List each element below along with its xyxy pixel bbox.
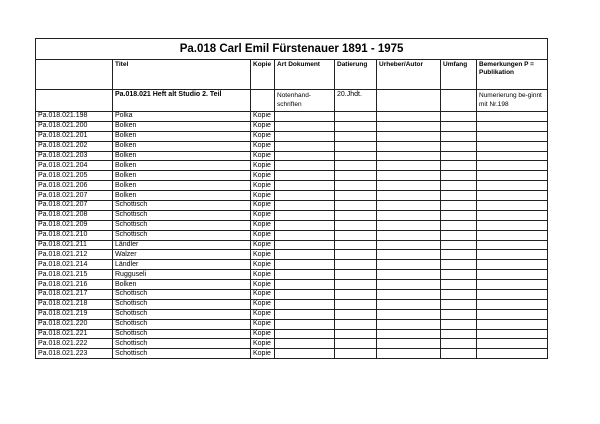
table-row	[36, 171, 548, 181]
row-signatur: Pa.018.021.222	[36, 339, 113, 349]
row-datierung	[335, 319, 377, 329]
row-titel: Bolken	[113, 191, 251, 201]
row-urheber	[377, 319, 441, 329]
table-row	[36, 329, 548, 339]
row-kopie: Kopie	[251, 349, 275, 359]
row-titel: Bolken	[113, 161, 251, 171]
row-art-dokument	[275, 299, 335, 309]
row-umfang	[441, 270, 477, 280]
row-signatur: Pa.018.021.201	[36, 131, 113, 141]
row-bemerkungen	[477, 230, 548, 240]
inventory-table	[35, 38, 548, 359]
row-titel: Schottisch	[113, 299, 251, 309]
row-bemerkungen	[477, 270, 548, 280]
row-kopie: Kopie	[251, 201, 275, 211]
row-urheber	[377, 181, 441, 191]
row-signatur: Pa.018.021.202	[36, 141, 113, 151]
row-kopie: Kopie	[251, 191, 275, 201]
row-datierung	[335, 171, 377, 181]
table-row	[36, 151, 548, 161]
row-art-dokument	[275, 250, 335, 260]
row-bemerkungen	[477, 220, 548, 230]
row-kopie: Kopie	[251, 161, 275, 171]
document-title: Pa.018 Carl Emil Fürstenauer 1891 - 1975	[36, 39, 548, 60]
row-art-dokument	[275, 112, 335, 122]
row-datierung	[335, 151, 377, 161]
row-titel: Polka	[113, 112, 251, 122]
table-row	[36, 280, 548, 290]
row-umfang	[441, 161, 477, 171]
row-titel: Schottisch	[113, 210, 251, 220]
row-art-dokument	[275, 270, 335, 280]
row-kopie: Kopie	[251, 131, 275, 141]
table-row	[36, 210, 548, 220]
row-urheber	[377, 151, 441, 161]
row-umfang	[441, 201, 477, 211]
row-signatur: Pa.018.021.217	[36, 290, 113, 300]
row-kopie: Kopie	[251, 240, 275, 250]
row-urheber	[377, 201, 441, 211]
row-umfang	[441, 210, 477, 220]
row-art-dokument	[275, 349, 335, 359]
row-urheber	[377, 191, 441, 201]
row-datierung	[335, 250, 377, 260]
header-datierung: Datierung	[335, 60, 377, 90]
group-kopie	[251, 90, 275, 112]
table-row	[36, 250, 548, 260]
row-art-dokument	[275, 151, 335, 161]
table-row	[36, 290, 548, 300]
row-kopie: Kopie	[251, 280, 275, 290]
group-title: Pa.018.021 Heft alt Studio 2. Teil	[113, 90, 251, 112]
row-datierung	[335, 349, 377, 359]
row-titel: Bolken	[113, 131, 251, 141]
row-art-dokument	[275, 329, 335, 339]
row-signatur: Pa.018.021.216	[36, 280, 113, 290]
row-umfang	[441, 319, 477, 329]
row-titel: Schottisch	[113, 339, 251, 349]
row-signatur: Pa.018.021.208	[36, 210, 113, 220]
row-bemerkungen	[477, 171, 548, 181]
row-kopie: Kopie	[251, 112, 275, 122]
row-umfang	[441, 191, 477, 201]
row-urheber	[377, 220, 441, 230]
row-titel: Schottisch	[113, 230, 251, 240]
row-umfang	[441, 329, 477, 339]
row-kopie: Kopie	[251, 171, 275, 181]
table-row	[36, 349, 548, 359]
row-umfang	[441, 299, 477, 309]
row-datierung	[335, 230, 377, 240]
row-art-dokument	[275, 121, 335, 131]
row-bemerkungen	[477, 319, 548, 329]
row-datierung	[335, 260, 377, 270]
row-urheber	[377, 230, 441, 240]
row-bemerkungen	[477, 191, 548, 201]
row-bemerkungen	[477, 121, 548, 131]
row-umfang	[441, 220, 477, 230]
row-signatur: Pa.018.021.219	[36, 309, 113, 319]
row-bemerkungen	[477, 299, 548, 309]
row-bemerkungen	[477, 329, 548, 339]
row-datierung	[335, 270, 377, 280]
row-titel: Schottisch	[113, 290, 251, 300]
row-kopie: Kopie	[251, 319, 275, 329]
row-signatur: Pa.018.021.205	[36, 171, 113, 181]
row-art-dokument	[275, 171, 335, 181]
row-umfang	[441, 250, 477, 260]
row-umfang	[441, 230, 477, 240]
row-umfang	[441, 290, 477, 300]
row-kopie: Kopie	[251, 270, 275, 280]
row-titel: Schottisch	[113, 220, 251, 230]
row-urheber	[377, 121, 441, 131]
row-kopie: Kopie	[251, 260, 275, 270]
row-datierung	[335, 280, 377, 290]
row-titel: Bolken	[113, 141, 251, 151]
row-datierung	[335, 181, 377, 191]
row-umfang	[441, 171, 477, 181]
group-bemerkungen: Numerierung be-ginnt mit Nr.198	[477, 90, 548, 112]
header-signatur	[36, 60, 113, 90]
row-titel: Bolken	[113, 121, 251, 131]
row-art-dokument	[275, 280, 335, 290]
table-row	[36, 240, 548, 250]
group-datierung: 20.Jhdt.	[335, 90, 377, 112]
row-signatur: Pa.018.021.223	[36, 349, 113, 359]
table-row	[36, 201, 548, 211]
row-kopie: Kopie	[251, 309, 275, 319]
group-row	[36, 90, 548, 112]
row-urheber	[377, 210, 441, 220]
row-kopie: Kopie	[251, 339, 275, 349]
row-umfang	[441, 339, 477, 349]
row-art-dokument	[275, 141, 335, 151]
row-bemerkungen	[477, 339, 548, 349]
row-art-dokument	[275, 230, 335, 240]
row-urheber	[377, 280, 441, 290]
row-titel: Bolken	[113, 171, 251, 181]
row-urheber	[377, 349, 441, 359]
row-kopie: Kopie	[251, 230, 275, 240]
row-art-dokument	[275, 131, 335, 141]
row-art-dokument	[275, 240, 335, 250]
row-art-dokument	[275, 290, 335, 300]
group-art-dokument: Notenhand-schriften	[275, 90, 335, 112]
row-kopie: Kopie	[251, 329, 275, 339]
title-row	[36, 39, 548, 60]
row-art-dokument	[275, 161, 335, 171]
row-bemerkungen	[477, 201, 548, 211]
header-umfang: Umfang	[441, 60, 477, 90]
row-bemerkungen	[477, 290, 548, 300]
row-datierung	[335, 240, 377, 250]
row-datierung	[335, 210, 377, 220]
header-urheber: Urheber/Autor	[377, 60, 441, 90]
row-bemerkungen	[477, 260, 548, 270]
row-datierung	[335, 329, 377, 339]
row-umfang	[441, 131, 477, 141]
row-datierung	[335, 161, 377, 171]
table-row	[36, 270, 548, 280]
row-bemerkungen	[477, 309, 548, 319]
row-signatur: Pa.018.021.221	[36, 329, 113, 339]
row-bemerkungen	[477, 210, 548, 220]
row-urheber	[377, 329, 441, 339]
row-bemerkungen	[477, 280, 548, 290]
row-titel: Bolken	[113, 181, 251, 191]
row-datierung	[335, 201, 377, 211]
row-urheber	[377, 161, 441, 171]
row-umfang	[441, 121, 477, 131]
row-kopie: Kopie	[251, 299, 275, 309]
row-urheber	[377, 270, 441, 280]
row-art-dokument	[275, 210, 335, 220]
row-signatur: Pa.018.021.207	[36, 201, 113, 211]
row-titel: Walzer	[113, 250, 251, 260]
row-umfang	[441, 240, 477, 250]
row-urheber	[377, 112, 441, 122]
row-umfang	[441, 309, 477, 319]
row-bemerkungen	[477, 349, 548, 359]
row-bemerkungen	[477, 112, 548, 122]
row-umfang	[441, 280, 477, 290]
row-umfang	[441, 349, 477, 359]
row-kopie: Kopie	[251, 220, 275, 230]
row-art-dokument	[275, 181, 335, 191]
row-signatur: Pa.018.021.207	[36, 191, 113, 201]
row-titel: Ländler	[113, 240, 251, 250]
header-art-dokument: Art Dokument	[275, 60, 335, 90]
group-urheber	[377, 90, 441, 112]
table-row	[36, 260, 548, 270]
row-titel: Schottisch	[113, 349, 251, 359]
table-row	[36, 141, 548, 151]
row-bemerkungen	[477, 131, 548, 141]
row-titel: Ländler	[113, 260, 251, 270]
row-signatur: Pa.018.021.212	[36, 250, 113, 260]
row-urheber	[377, 171, 441, 181]
row-signatur: Pa.018.021.220	[36, 319, 113, 329]
row-titel: Schottisch	[113, 309, 251, 319]
row-datierung	[335, 339, 377, 349]
row-art-dokument	[275, 201, 335, 211]
row-signatur: Pa.018.021.218	[36, 299, 113, 309]
header-row	[36, 60, 548, 90]
table-row	[36, 339, 548, 349]
table-row	[36, 161, 548, 171]
table-row	[36, 299, 548, 309]
row-urheber	[377, 131, 441, 141]
row-umfang	[441, 112, 477, 122]
row-datierung	[335, 309, 377, 319]
row-bemerkungen	[477, 151, 548, 161]
row-signatur: Pa.018.021.198	[36, 112, 113, 122]
row-kopie: Kopie	[251, 250, 275, 260]
inventory-sheet	[35, 38, 547, 359]
row-kopie: Kopie	[251, 151, 275, 161]
group-signatur	[36, 90, 113, 112]
row-titel: Schottisch	[113, 201, 251, 211]
table-row	[36, 309, 548, 319]
table-row	[36, 131, 548, 141]
row-art-dokument	[275, 191, 335, 201]
row-urheber	[377, 309, 441, 319]
row-umfang	[441, 151, 477, 161]
row-kopie: Kopie	[251, 210, 275, 220]
table-row	[36, 121, 548, 131]
row-datierung	[335, 191, 377, 201]
row-bemerkungen	[477, 161, 548, 171]
row-signatur: Pa.018.021.209	[36, 220, 113, 230]
row-kopie: Kopie	[251, 181, 275, 191]
row-titel: Schottisch	[113, 329, 251, 339]
row-art-dokument	[275, 260, 335, 270]
row-titel: Bolken	[113, 280, 251, 290]
row-bemerkungen	[477, 141, 548, 151]
table-row	[36, 112, 548, 122]
row-bemerkungen	[477, 181, 548, 191]
row-signatur: Pa.018.021.210	[36, 230, 113, 240]
row-signatur: Pa.018.021.214	[36, 260, 113, 270]
row-datierung	[335, 121, 377, 131]
table-row	[36, 181, 548, 191]
row-signatur: Pa.018.021.215	[36, 270, 113, 280]
row-datierung	[335, 220, 377, 230]
row-titel: Bolken	[113, 151, 251, 161]
row-umfang	[441, 260, 477, 270]
row-datierung	[335, 290, 377, 300]
header-bemerkungen: Bemerkungen P = Publikation	[477, 60, 548, 90]
row-datierung	[335, 112, 377, 122]
table-row	[36, 191, 548, 201]
row-urheber	[377, 260, 441, 270]
row-umfang	[441, 141, 477, 151]
row-urheber	[377, 240, 441, 250]
row-umfang	[441, 181, 477, 191]
row-titel: Rugguseli	[113, 270, 251, 280]
group-umfang	[441, 90, 477, 112]
row-bemerkungen	[477, 240, 548, 250]
row-urheber	[377, 339, 441, 349]
row-kopie: Kopie	[251, 290, 275, 300]
row-urheber	[377, 299, 441, 309]
row-kopie: Kopie	[251, 121, 275, 131]
row-urheber	[377, 250, 441, 260]
row-urheber	[377, 290, 441, 300]
header-titel: Titel	[113, 60, 251, 90]
row-signatur: Pa.018.021.211	[36, 240, 113, 250]
header-kopie: Kopie	[251, 60, 275, 90]
row-signatur: Pa.018.021.204	[36, 161, 113, 171]
row-signatur: Pa.018.021.206	[36, 181, 113, 191]
row-datierung	[335, 299, 377, 309]
row-bemerkungen	[477, 250, 548, 260]
row-art-dokument	[275, 339, 335, 349]
table-row	[36, 319, 548, 329]
row-kopie: Kopie	[251, 141, 275, 151]
row-datierung	[335, 131, 377, 141]
row-signatur: Pa.018.021.200	[36, 121, 113, 131]
row-signatur: Pa.018.021.203	[36, 151, 113, 161]
row-art-dokument	[275, 319, 335, 329]
table-row	[36, 230, 548, 240]
row-urheber	[377, 141, 441, 151]
row-art-dokument	[275, 309, 335, 319]
table-row	[36, 220, 548, 230]
row-titel: Schottisch	[113, 319, 251, 329]
row-art-dokument	[275, 220, 335, 230]
row-datierung	[335, 141, 377, 151]
